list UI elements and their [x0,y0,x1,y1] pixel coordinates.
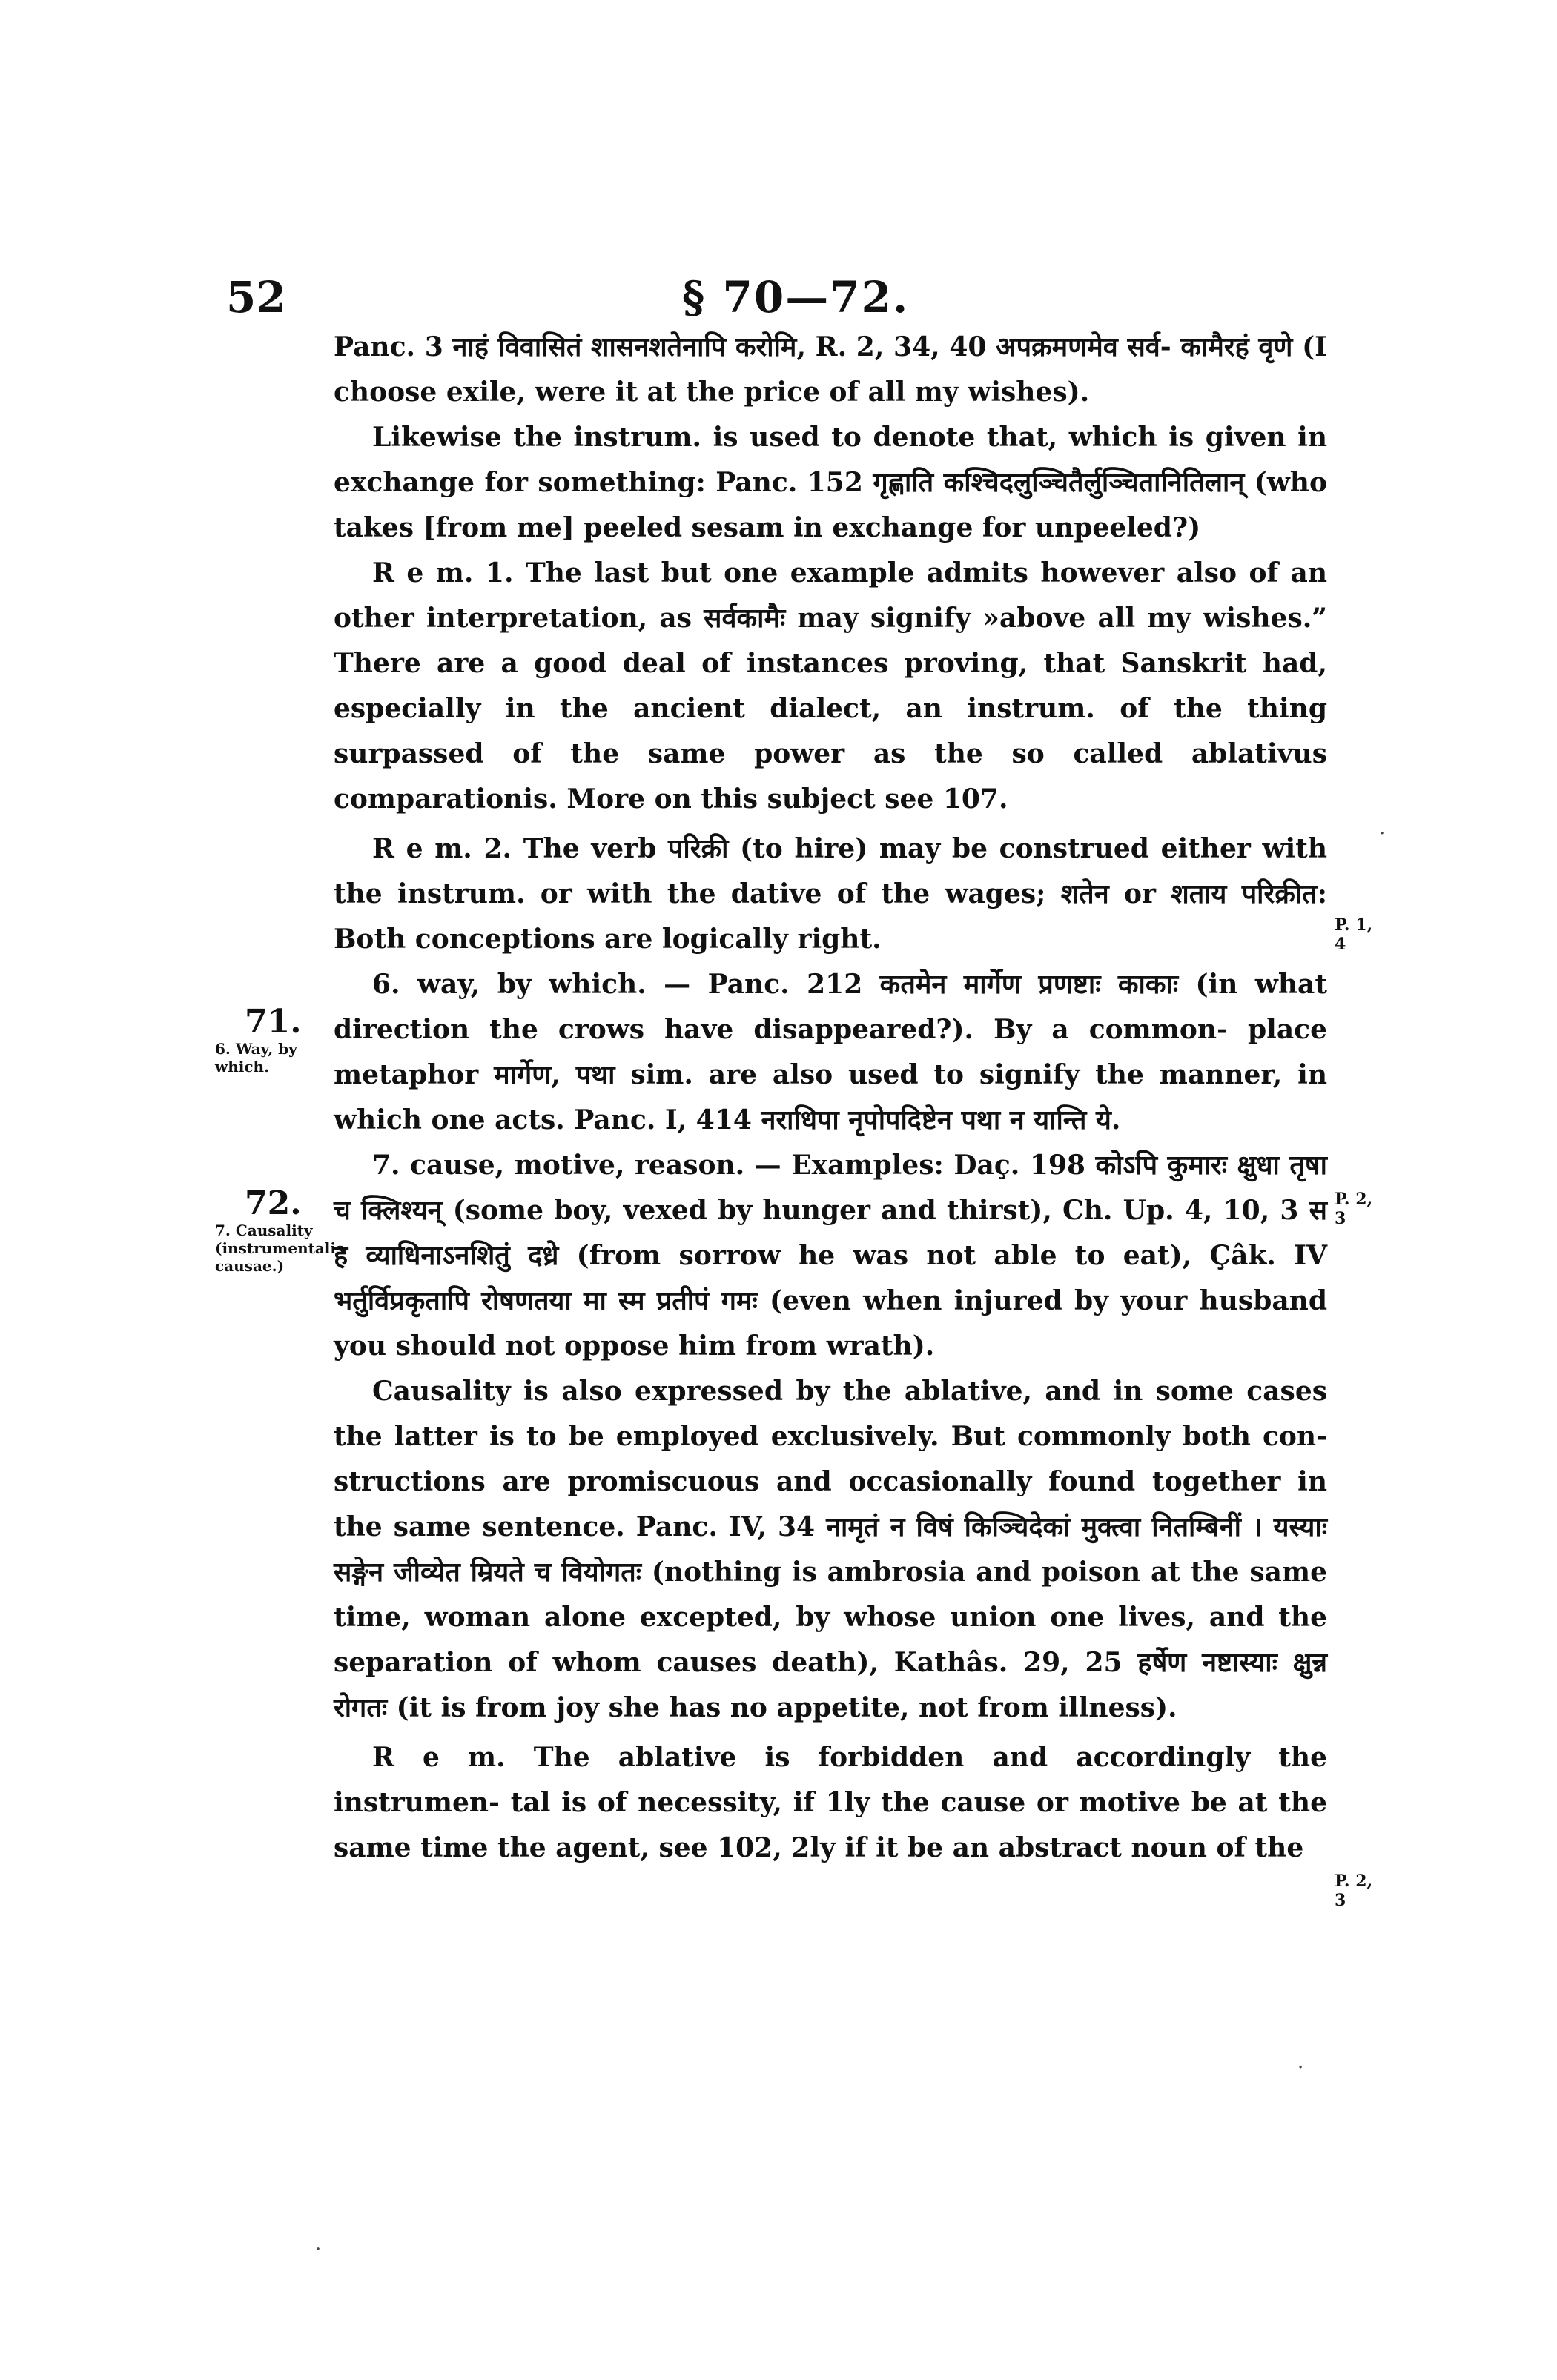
body-text [334,325,1327,1871]
sidenote-label: 7. Causality (instrumentalis causae.) [215,1222,345,1275]
sidenote-label: 6. Way, by which. [215,1040,297,1075]
sidenote-71 [215,1004,326,1075]
section-heading: § 70—72. [682,272,910,322]
paragraph-2: Likewise the instrum. is used to denote that, which is given in exchange for something: Panc. 152 गृह्णाति कश्चिदलुञ्चितैर्लुञ्चितानितिलान् (who takes [from me] peeled sesam in exchange for unpeeled?) [334,422,1327,543]
paragraph-72: 7. cause, motive, reason. — Examples: Daç. 198 कोऽपि कुमारः क्षुधा तृषा च क्लिश्यन् (some boy, vexed by hunger and thirst), Ch. Up. 4, 10, 3 स ह व्याधिनाऽनशितुं दध्रे (from sorrow he was not able to eat), Çâk. IV भर्तुर्विप्रकृतापि रोषणतया मा स्म प्रतीपं गमः (even when injured by your husband you should not oppose him from wrath). [334,1150,1327,1362]
sidenote-right-1: P. 1, 4 [1335,915,1373,954]
sidenote-right-2: P. 2, 3 [1335,1190,1373,1228]
sidenote-72 [215,1184,345,1275]
paragraph-71: 6. way, by which. — Panc. 212 कतमेन मार्गेण प्रणष्टाः काकाः (in what direction the crows have disappeared?). By a common- place metaphor मार्गेण, पथा sim. are also used to signify the manner, in which one acts. Panc. I, 414 नराधिपा नृपोपदिष्टेन पथा न यान्ति ये. [334,969,1327,1136]
paragraph-causality: Causality is also expressed by the ablative, and in some cases the latter is to be employed exclusively. But commonly both con- structions are promiscuous and occasionally found together in the same sentence. Panc. IV, 34 नामृतं न विषं किञ्चिदेकां मुक्त्वा नितम्बिनीं । यस्याः सङ्गेन जीव्येत म्रियते च वियोगतः (nothing is ambrosia and poison at the same time, woman alone excepted, by whose union one lives, and the separation of whom causes death), Kathâs. 29, 25 हर्षेण नष्टास्याः क्षुन्न रोगतः (it is from joy she has no appetite, not from illness). [334,1376,1327,1723]
paragraph-1: Panc. 3 नाहं विवासितं शासनशतेनापि करोमि, R. 2, 34, 40 अपक्रमणमेव सर्व- कामैरहं वृणे (I choose exile, were it at the price of all my wishes). [334,331,1327,408]
stray-mark: · [315,2238,322,2261]
paragraph-rem-1: R e m. 1. The last but one example admits however also of an other interpretation, as सर्वकामैः may signify »above all my wishes.” There are a good deal of instances proving, that Sanskrit had, especially in the ancient dialect, an instrum. of the thing surpassed of the same power as the so called ablativus comparationis. More on this subject see 107. [334,557,1327,815]
page-number: 52 [226,272,286,322]
sidenote-right-3: P. 2, 3 [1335,1872,1373,1910]
sidenote-number: 72. [245,1184,302,1222]
stray-mark: · [1379,823,1386,845]
sidenote-number: 71. [245,1003,302,1041]
paragraph-rem-2: R e m. 2. The verb परिक्री (to hire) may be construed either with the instrum. or with the dative of the wages; शतेन or शताय परिक्रीत: Both conceptions are logically right. [334,833,1327,955]
paragraph-rem-3: R e m. The ablative is forbidden and accordingly the instrumen- tal is of necessity, if 1ly the cause or motive be at the same time the agent, see 102, 2ly if it be an abstract noun of the [334,1742,1327,1863]
stray-mark: · [1298,2057,1304,2079]
